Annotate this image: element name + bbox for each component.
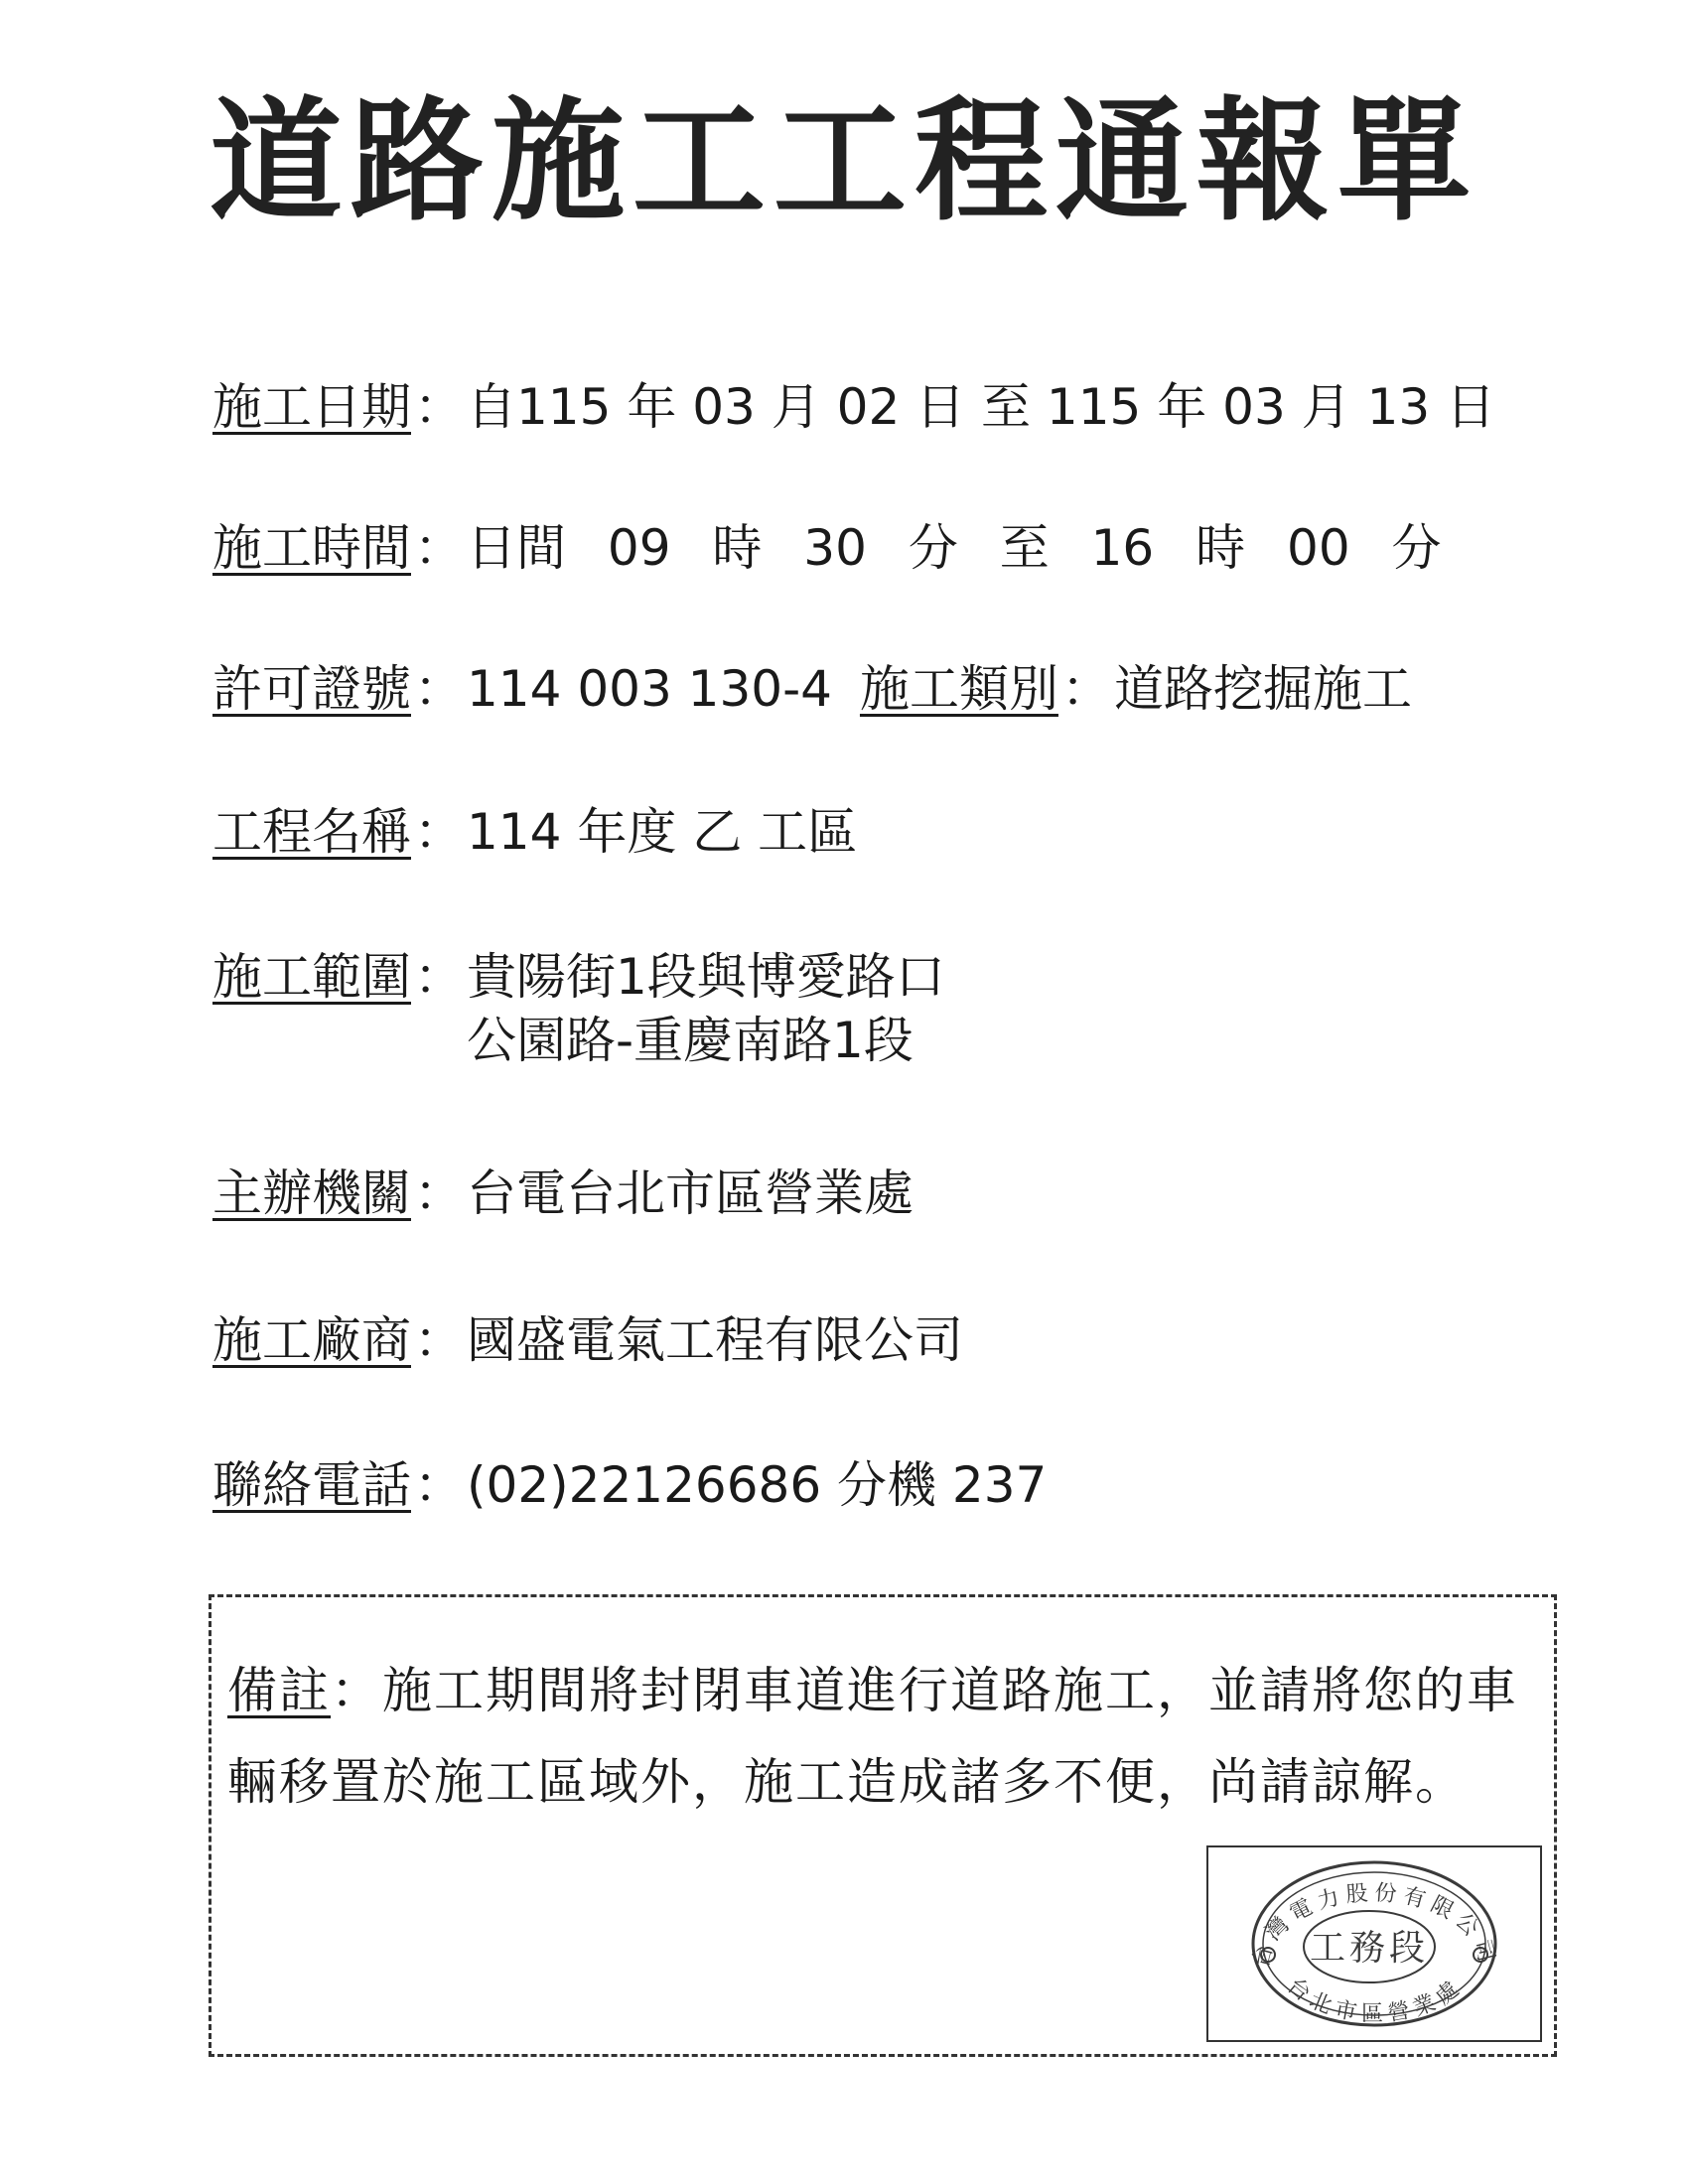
page-title: 道路施工工程通報單 (209, 84, 1478, 239)
field-label: 聯絡電話 (212, 1456, 411, 1514)
field-label: 許可證號 (212, 660, 411, 718)
scope-line: 公園路-重慶南路1段 (467, 1012, 914, 1069)
field-label: 工程名稱 (212, 803, 411, 861)
colon: ： (1060, 660, 1111, 718)
seal-center-text: 工務段 (1309, 1928, 1430, 1969)
colon: ： (331, 1662, 382, 1719)
seal-outer-text-path: 台灣電力股份有限公司 (1248, 1880, 1500, 1971)
colon: ： (414, 519, 464, 577)
remark-label: 備註 (227, 1662, 331, 1719)
field-label: 施工範圍 (212, 948, 411, 1006)
field-value: 自115 年 03 月 02 日 至 115 年 03 月 13 日 (467, 378, 1496, 436)
colon: ： (414, 803, 464, 861)
field-value: 台電台北市區營業處 (467, 1164, 914, 1222)
field-contractor (212, 1308, 963, 1372)
field-value: 114 年度 乙 工區 (467, 803, 858, 861)
field-value: 114 003 130-4 (467, 660, 832, 718)
category-label: 施工類別 (859, 660, 1058, 718)
field-scope (212, 945, 945, 1072)
field-phone (212, 1453, 1047, 1517)
field-label: 施工廠商 (212, 1311, 411, 1369)
field-time (212, 516, 1442, 580)
scope-line: 貴陽街1段與博愛路口 (467, 948, 945, 1006)
colon: ： (414, 1164, 464, 1222)
field-value: (02)22126686 分機 237 (467, 1456, 1048, 1514)
seal-bottom-text-path: 台北市區營業處 (1282, 1973, 1469, 2027)
field-label: 主辦機關 (212, 1164, 411, 1222)
remark-box (209, 1594, 1557, 2057)
field-value: 國盛電氣工程有限公司 (467, 1311, 963, 1369)
field-permit (212, 657, 1412, 721)
remark-body: 施工期間將封閉車道進行道路施工，並請將您的車輛移置於施工區域外，施工造成諸多不便，尚請諒解。 (227, 1662, 1518, 1811)
field-label: 施工時間 (212, 519, 411, 577)
remark-text (227, 1645, 1538, 1828)
colon: ： (414, 948, 464, 1006)
field-project (212, 800, 857, 864)
field-value (467, 945, 945, 1072)
stamp-frame (1206, 1845, 1542, 2042)
colon: ： (414, 660, 464, 718)
colon: ： (414, 378, 464, 436)
category-value: 道路挖掘施工 (1113, 660, 1412, 718)
colon: ： (414, 1311, 464, 1369)
colon: ： (414, 1456, 464, 1514)
field-value: 日間 09 時 30 分 至 16 時 00 分 (467, 519, 1442, 577)
field-label: 施工日期 (212, 378, 411, 436)
company-seal (1208, 1847, 1540, 2040)
field-organizer (212, 1161, 914, 1225)
field-date (212, 375, 1495, 439)
